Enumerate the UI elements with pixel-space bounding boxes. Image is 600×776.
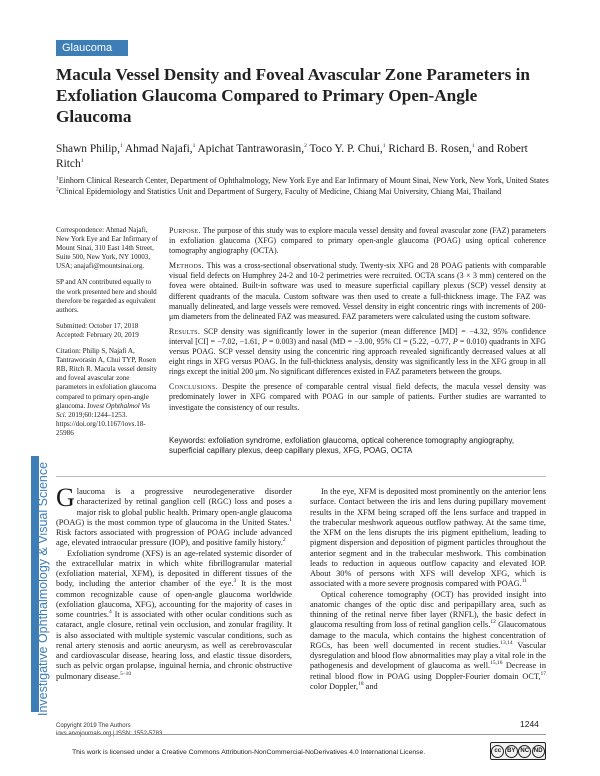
author-list: Shawn Philip,$^1$ Ahmad Najafi,$^1$ Apichat Tantraworasin,$^2$ Toco Y. P. Chui,$^1$ Richard B. Rosen,$^1$ and Robert Ritch$^1$: [56, 143, 528, 170]
copyright-line: Copyright 2019 The Authors: [56, 723, 131, 729]
article-title: Macula Vessel Density and Foveal Avascular Zone Parameters in Exfoliation Glaucoma Compared to Primary Open-Angle Glaucoma: [56, 65, 530, 126]
cc-license-badge[interactable]: [490, 742, 546, 760]
paragraph: Exfoliation syndrome (XFS) is an age-related systemic disorder of the extracellular matrix in which white fibrillogranular material (exfoliation material, XFM), is deposited in different tissues of the body, including the anterior chamber of the eye.$^3$ It is the most common recognizable cause of open-angle glaucoma worldwide (exfoliation glaucoma, XFG), accounting for the majority of cases in some countries.$^4$ It is associated with other ocular conditions such as cataract, angle closure, retinal vein occlusion, and zonular fragility. It is also associated with multiple systemic vascular conditions, such as renal artery stenosis and aortic aneurysm, as well as cerebrovascular and cardiovascular disease, hearing loss, and elastic tissue disorders, such as pelvic organ prolapse, inguinal hernia, and chronic obstructive pulmonary disease.$^{5-10}$: [56, 548, 292, 681]
body-column-left: [56, 483, 292, 682]
cc-icon: cc: [491, 745, 504, 758]
page-number: 1244: [520, 719, 539, 729]
equal-contribution-note: SP and AN contributed equally to the work presented here and should therefore be regarded as equivalent authors.: [56, 278, 157, 314]
paragraph: In the eye, XFM is deposited most prominently on the anterior lens surface. Contact between the iris and lens during pupillary movement results in the XFM being scraped off the lens surface and trapped in the trabecular meshwork aqueous outflow pathway. At the same time, the XFM on the lens disrupts the iris pigment epithelium, leading to pigment dispersion and deposition of pigment particles throughout the anterior segment and in the trabecular meshwork. This combination leads to reduction in aqueous outflow capacity and elevated IOP. About 30% of persons with XFS will develop XFG, which is associated with a more severe prognosis compared with POAG.$^{11}$: [310, 487, 546, 589]
journal-url-issn[interactable]: iovs.arvojournals.org | ISSN: 1552-5783: [56, 731, 163, 737]
paragraph: Glaucoma is a progressive neurodegenerative disorder characterized by retinal ganglion cell (RGC) loss and poses a major risk to global public health. Primary open-angle glaucoma (POAG) is the most common type of glaucoma in the United States.$^1$ Risk factors associated with progression of POAG include advanced age, elevated intraocular pressure (IOP), and positive family history.$^2$: [56, 483, 292, 548]
abstract-conclusions: Conclusions. Despite the presence of comparable central visual field defects, the macula vessel density was predominately lower in XFG compared with POAG in our sample of patients. Further studies are warranted to investigate the consistency of our results.: [169, 382, 547, 412]
citation: Citation: Philip S, Najafi A, Tantraworasin A, Chui TYP, Rosen RB, Ritch R. Macula vessel density and foveal avascular zone parameters in exfoliation glaucoma compared to primary open-angle glaucoma. Invest Ophthalmol Vis Sci. 2019;60:1244–1253. https://doi.org/10.1167/iovs.18-25986: [56, 347, 158, 437]
section-tag: Glaucoma: [56, 40, 128, 56]
accepted-date: Accepted: February 20, 2019: [56, 330, 139, 339]
by-icon: BY: [505, 745, 518, 758]
copyright-block: [56, 722, 162, 738]
drop-cap: G: [56, 483, 75, 512]
correspondence: Correspondence: Ahmad Najafi, New York Eye and Ear Infirmary of Mount Sinai, 310 East 14th Street, Suite 500, New York, NY 10003, USA; anajafi@mountsinai.org.: [56, 226, 158, 271]
abstract-methods: Methods. This was a cross-sectional observational study. Twenty-six XFG and 28 POAG patients with comparable visual field defects on Humphrey 24-2 and 10-2 perimetries were recruited. OCTA scans (3 × 3 mm) centered on the fovea were obtained. Built-in software was used to measure superficial capillary plexus (SCP) vessel density at different quadrants of the macula. Custom software was then used to create a full-thickness image. The FAZ was manually delineated, and large vessels were removed. Vessel density in eight concentric rings with increments of 200-μm diameters from the delineated FAZ was measured. FAZ parameters were calculated using the custom software.: [169, 261, 546, 321]
license-text[interactable]: This work is licensed under a Creative Commons Attribution-NonCommercial-NoDerivatives 4.0 International License.: [72, 749, 426, 756]
journal-vertical-title: Investigative Ophthalmology & Visual Science: [36, 461, 50, 716]
submitted-date: Submitted: October 17, 2018: [56, 321, 139, 330]
body-column-right: [310, 487, 546, 692]
abstract: [169, 226, 546, 418]
paragraph: Optical coherence tomography (OCT) has provided insight into anatomic changes of the optic disc and peripapillary area, such as thinning of the retinal nerve fiber layer (RNFL), the basic defect in glaucoma resulting from loss of retinal ganglion cells.$^{12}$ Glaucomatous damage to the macula, which contains the highest concentration of RGCs, has been well documented in recent studies.$^{13,14}$ Vascular dysregulation and blood flow abnormalities may play a vital role in the pathogenesis and development of glaucoma as well.$^{15,16}$ Decrease in retinal blood flow in POAG using Doppler-Fourier domain OCT,$^{17}$ color Doppler,$^{18}$ and: [310, 589, 546, 691]
abstract-purpose: Purpose. The purpose of this study was to explore macula vessel density and foveal avascular zone (FAZ) parameters in exfoliation glaucoma (XFG) compared to primary open-angle glaucoma (POAG) using optical coherence tomography angiography (OCTA).: [169, 226, 546, 256]
article-info-sidebar: [56, 226, 160, 445]
abstract-results: Results. SCP density was significantly lower in the superior (mean difference [MD] = −4.32, 95% confidence interval [CI] = −7.02, −1.61, P = 0.003) and nasal (MD = −3.00, 95% CI = (5.22, −0.77, P = 0.010) quadrants in XFG versus POAG. SCP vessel density using the concentric ring approach revealed significantly decreased values at all eight rings in XFG versus POAG. In the full-thickness analysis, density was significantly less in the XFG group in all rings except the initial 200 μm. No significant differences existed in FAZ parameters between the groups.: [169, 326, 546, 377]
nd-icon: ND: [532, 745, 545, 758]
footer-divider: [56, 734, 546, 735]
section-divider: [56, 476, 546, 477]
affiliations: $^1$Einhorn Clinical Research Center, Department of Ophthalmology, New York Eye and Ear Infirmary of Mount Sinai, New York, New York, United States $^2$Clinical Epidemiology and Statistics Unit and Department of Surgery, Faculty of Medicine, Chiang Mai University, Chiang Mai, Thailand: [56, 175, 549, 196]
keywords: Keywords: exfoliation syndrome, exfoliation glaucoma, optical coherence tomography angiography, superficial capillary plexus, deep capillary plexus, XFG, POAG, OCTA: [169, 436, 515, 456]
nc-icon: NC: [518, 745, 531, 758]
